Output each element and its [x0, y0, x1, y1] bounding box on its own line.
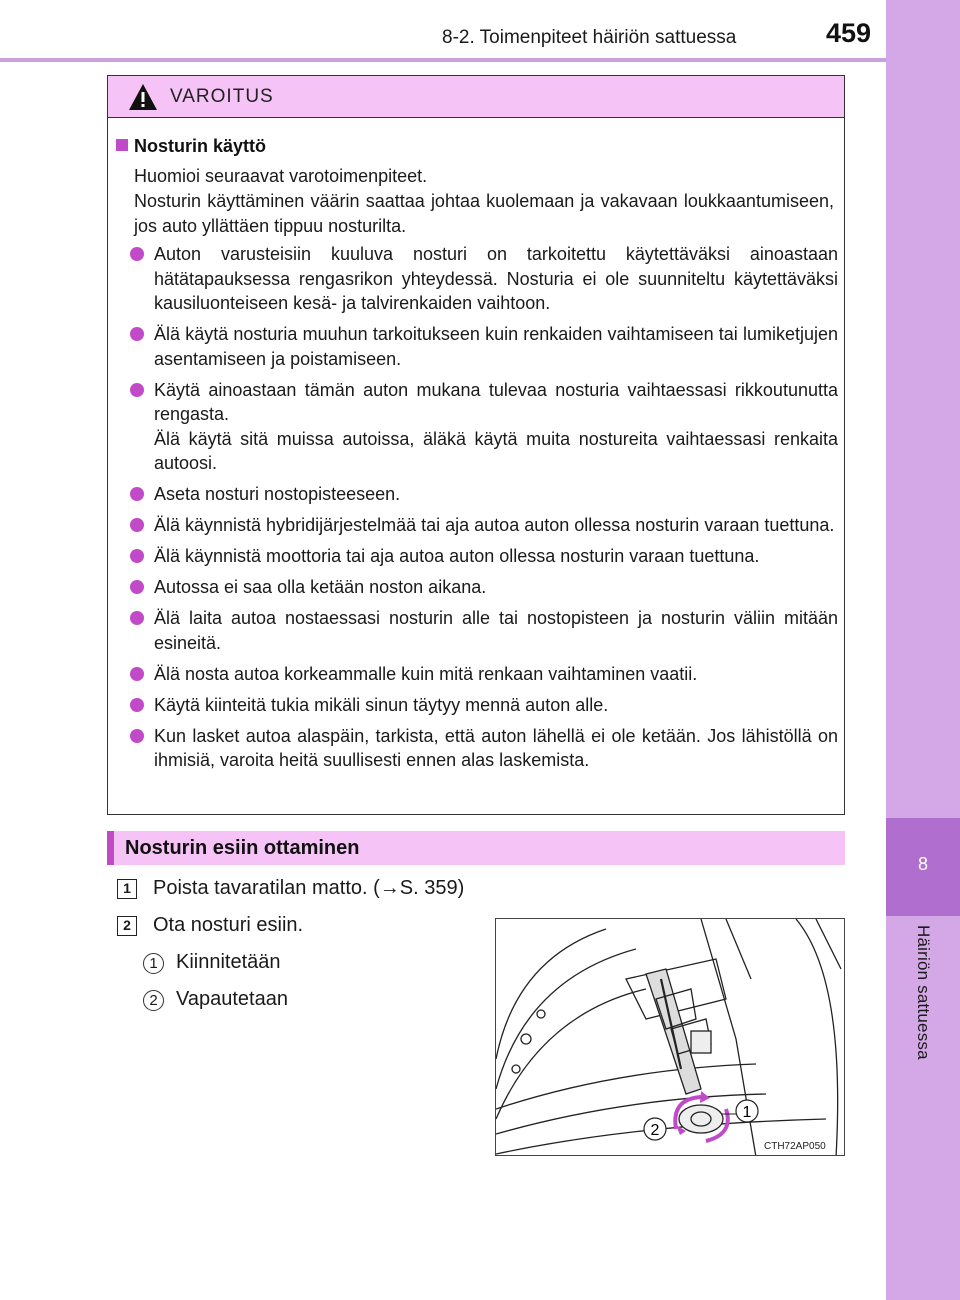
warning-bullet-item [116, 693, 838, 718]
warning-box [107, 75, 845, 815]
page-number: 459 [826, 18, 872, 48]
section-heading-band [107, 831, 845, 865]
tire-arc-inner [496, 989, 646, 1119]
warning-bullet-text: Älä laita autoa nostaessasi nosturin alle tai nostopisteen ja nosturin väliin mitään esineitä. [154, 608, 838, 653]
warning-bullet-text: Autossa ei saa olla ketään noston aikana. [154, 577, 487, 597]
substep-number-1: 1 [143, 953, 164, 974]
step-text-1: Poista tavaratilan matto. (→S. 359) [153, 877, 465, 899]
warning-bullet-item [116, 322, 838, 371]
bullet-dot-icon [130, 580, 144, 594]
bullet-dot-icon [130, 518, 144, 532]
warning-bullet-list [116, 242, 838, 779]
warning-bullet-text: Käytä kiinteitä tukia mikäli sinun täytyy mennä auton alle. [154, 694, 609, 715]
warning-bullet-text: Älä käynnistä hybridijärjestelmää tai aja autoa auton ollessa nosturin varaan tuettuna. [154, 515, 835, 535]
bullet-dot-icon [130, 487, 144, 501]
warning-bullet-text: Aseta nosturi nostopisteeseen. [154, 484, 401, 504]
warning-icon [128, 83, 158, 111]
step-number-2: 2 [117, 916, 137, 936]
chapter-number: 8 [917, 854, 928, 874]
square-bullet-icon [116, 139, 128, 151]
header-divider [0, 58, 886, 62]
substep-text-2: Vapautetaan [176, 988, 288, 1010]
jack-illustration [495, 918, 845, 1156]
warning-bullet-text: Käytä ainoastaan tämän auton mukana tulevaa nosturia vaihtaessasi rikkoutunutta rengasta. Älä käytä sitä muissa autoissa, äläkä käytä muita nostureita vaihtaessasi renkaita autoosi. [154, 379, 838, 473]
bullet-dot-icon [130, 611, 144, 625]
warning-subheading-text: Nosturin käyttö [134, 136, 267, 156]
tire-arc-mid [496, 949, 636, 1089]
bullet-dot-icon [130, 549, 144, 563]
warning-bullet-item [116, 575, 838, 600]
warning-bullet-item [116, 242, 838, 316]
bullet-dot-icon [130, 327, 144, 341]
warning-bullet-text: Auton varusteisiin kuuluva nosturi on tarkoitettu käytettäväksi ainoastaan hätätapauksessa rengasrikon yhteydessä. Nosturia ei ole suunniteltu käytettäväksi kausiluonteiseen kesä- ja talvirenkaiden vaihtoon. [154, 244, 838, 313]
figure-code: CTH72AP050 [764, 1141, 826, 1152]
figure-callout-1: 1 [742, 1104, 752, 1121]
figure-callout-2: 2 [650, 1122, 660, 1139]
bullet-dot-icon [130, 383, 144, 397]
substep-number-2: 2 [143, 990, 164, 1011]
warning-subheading [116, 136, 266, 157]
section-title: Nosturin esiin ottaminen [125, 837, 360, 859]
warning-bullet-item [116, 662, 838, 687]
bullet-dot-icon [130, 698, 144, 712]
warning-bullet-item [116, 724, 838, 773]
warning-bullet-text: Älä käytä nosturia muuhun tarkoitukseen kuin renkaiden vaihtamiseen tai lumiketjujen asentamiseen ja poistamiseen. [154, 324, 838, 369]
warning-bullet-item [116, 513, 838, 538]
warning-bullet-text: Kun lasket autoa alaspäin, tarkista, että auton lähellä ei ole ketään. Jos lähistöllä on ihmisiä, varoita heitä suullisesti ennen alas laskemista. [154, 725, 838, 770]
substep-text-1: Kiinnitetään [176, 951, 281, 973]
warning-bullet-item [116, 544, 838, 569]
warning-title: VAROITUS [170, 86, 274, 107]
step-number-1: 1 [117, 879, 137, 899]
chapter-side-tab [886, 0, 960, 1300]
warning-bullet-item [116, 606, 838, 655]
warning-bullet-item [116, 378, 838, 476]
jack-drawing [496, 919, 845, 1156]
bullet-dot-icon [130, 247, 144, 261]
chapter-title: Häiriön sattuessa [914, 925, 933, 1060]
warning-bullet-item [116, 482, 838, 507]
header-section-title: 8-2. Toimenpiteet häiriön sattuessa [442, 27, 737, 48]
step-text-2: Ota nosturi esiin. [153, 914, 304, 936]
section-heading-bar [107, 831, 114, 865]
warning-header [108, 76, 844, 118]
bullet-dot-icon [130, 667, 144, 681]
warning-bullet-text: Älä nosta autoa korkeammalle kuin mitä renkaan vaihtaminen vaatii. [154, 663, 698, 684]
warning-intro: Huomioi seuraavat varotoimenpiteet. Nosturin käyttäminen väärin saattaa johtaa kuolemaan ja vakavaan loukkaantumiseen, jos auto yllättäen tippuu nosturilta. [134, 166, 834, 236]
bullet-dot-icon [130, 729, 144, 743]
warning-bullet-text: Älä käynnistä moottoria tai aja autoa auton ollessa nosturin varaan tuettuna. [154, 546, 760, 566]
